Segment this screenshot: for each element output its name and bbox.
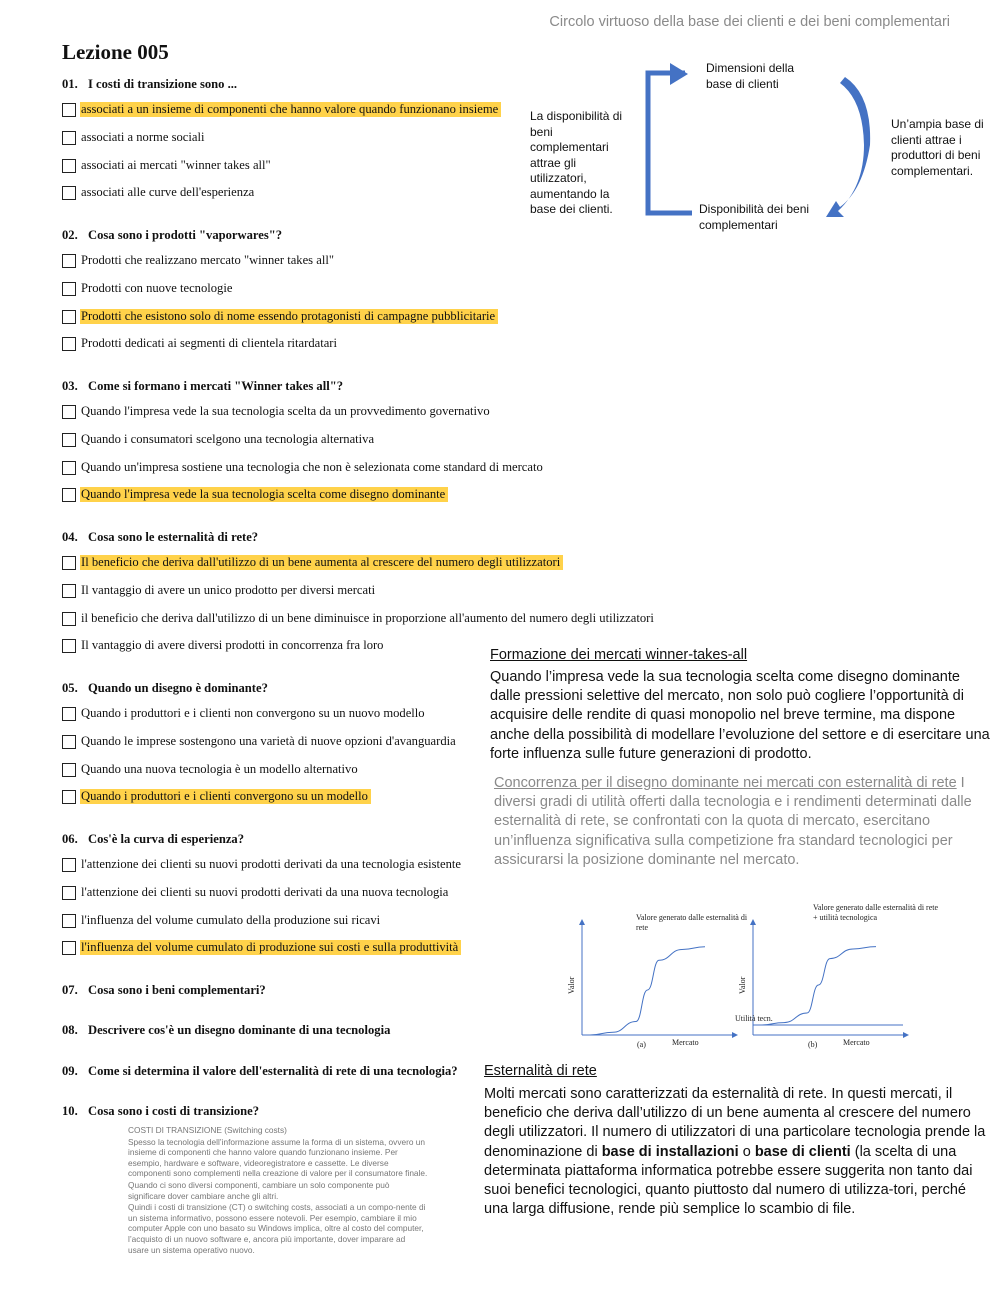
checkbox[interactable] [62,941,76,955]
section-winner-takes-all-title: Formazione dei mercati winner-takes-all [490,647,748,663]
question-text: Come si formano i mercati "Winner takes all"? [88,379,343,393]
x-axis-arrow [732,1032,738,1038]
checkbox[interactable] [62,556,76,570]
option-text: associati a un insieme di componenti che hanno valore quando funzionano insieme [80,102,501,117]
panel-label: (a) [637,1040,646,1049]
question-text: Cosa sono i costi di transizione? [88,1104,260,1118]
term-base-installazioni: base di installazioni [601,1143,739,1160]
option-text: Quando le imprese sostengono una varietà di nuove opzioni d'avanguardia [81,734,456,748]
question-4-option-3[interactable] [62,611,657,626]
checkbox[interactable] [62,282,76,296]
checkbox[interactable] [62,488,76,502]
question-1-option-1[interactable] [62,102,501,117]
option-text: Il vantaggio di avere diversi prodotti in concorrenza fra loro [81,638,384,652]
section-dominant-design-title: Concorrenza per il disegno dominante nei mercati con esternalità di rete [494,775,957,791]
checkbox[interactable] [62,461,76,475]
question-6-option-1[interactable] [62,857,464,872]
question-text: Cosa sono i beni complementari? [88,983,266,997]
option-text: Il vantaggio di avere un unico prodotto per diversi mercati [81,583,376,597]
question-text: Cosa sono i prodotti "vaporwares"? [88,228,283,242]
curve-label-line-1: Valore generato dalle esternalità di [636,913,748,922]
question-5-option-2[interactable] [62,734,459,749]
question-5-option-1[interactable] [62,706,428,721]
x-axis-arrow [903,1032,909,1038]
option-text: Prodotti che realizzano mercato "winner takes all" [81,253,334,267]
option-text: Quando una nuova tecnologia è un modello alternativo [81,762,358,776]
x-axis-label: Mercato [672,1038,699,1047]
curve-label-line-2: rete [636,923,648,932]
body-part: o [738,1143,755,1160]
question-number: 06. [62,832,78,846]
checkbox[interactable] [62,186,76,200]
y-axis-arrow [579,919,585,925]
checkbox[interactable] [62,790,76,804]
question-4-option-4[interactable] [62,638,386,653]
diagram-top-label: Dimensioni della base di clienti [706,61,795,91]
option-text: Quando l'impresa vede la sua tecnologia scelta da un provvedimento governativo [81,404,490,418]
question-6-option-2[interactable] [62,885,451,900]
checkbox[interactable] [62,310,76,324]
question-4-option-2[interactable] [62,583,378,598]
checkbox[interactable] [62,337,76,351]
section-network-externality-body [484,1085,992,1219]
curved-arrow [826,77,870,217]
question-5-title [62,681,268,696]
question-text: Come si determina il valore dell'esternalità di rete di una tecnologia? [88,1064,458,1078]
option-text: Quando i produttori e i clienti convergono su un modello [80,789,371,804]
question-1-title [62,77,237,92]
left-bracket [648,73,692,213]
series-line [590,947,705,1035]
question-number: 07. [62,983,78,997]
y-axis-label: Valor [567,976,576,994]
section-dominant-design-body: I diversi gradi di utilità offerti dalla tecnologia e i rendimenti determinati dalle esternalità di rete, se confrontati con la quota di mercato, esercitano un’influenza significativa sulla competizione fra standard tecnologici per assicurarsi la posizione dominante nel mercato. [494,775,972,868]
question-1-option-2[interactable] [62,130,207,145]
checkbox[interactable] [62,886,76,900]
question-7-title [62,983,266,998]
section-network-externality-title: Esternalità di rete [484,1063,597,1079]
option-text: Prodotti che esistono solo di nome essendo protagonisti di campagne pubblicitarie [80,309,498,324]
option-text: Quando un'impresa sostiene una tecnologia che non è selezionata come standard di mercato [81,460,543,474]
section-dominant-design-competition [494,774,990,870]
bracket-arrow-head [670,63,688,85]
question-8-title [62,1023,390,1038]
checkbox[interactable] [62,914,76,928]
question-text: Cosa sono le esternalità di rete? [88,530,259,544]
curve-label-line-2: + utilità tecnologica [813,913,878,922]
question-number: 03. [62,379,78,393]
curve-label-line-1: Valore generato dalle esternalità di rete [813,903,939,912]
switching-costs-heading: COSTI DI TRANSIZIONE (Switching costs) [128,1125,287,1135]
question-number: 05. [62,681,78,695]
question-6-title [62,832,244,847]
question-5-option-4[interactable] [62,789,371,804]
y-axis-label: Valor [738,976,747,994]
question-3-option-2[interactable] [62,432,377,447]
checkbox[interactable] [62,159,76,173]
page-title: Lezione 005 [62,40,169,64]
switching-costs-note [128,1125,428,1256]
question-9-title [62,1064,458,1079]
series-line [761,947,876,1025]
option-text: Quando i consumatori scelgono una tecnologia alternativa [81,432,375,446]
question-text: Descrivere cos'è un disegno dominante di una tecnologia [88,1023,391,1037]
checkbox[interactable] [62,131,76,145]
question-text: Cos'è la curva di esperienza? [88,832,245,846]
option-text: l'attenzione dei clienti su nuovi prodotti derivati da una nuova tecnologia [81,885,449,899]
diagram-left-label: La disponibilità di beni complementari attrae gli utilizzatori, aumentando la base dei clienti. [530,109,623,216]
body-part: (la scelta di una determinata piattaforma informatica potrebbe essere suggerita non tanto dai suoi benefici tecnologici, quanto piuttosto dal numero di utilizza-tori, perché una larga diffusione, rende più semplice lo scambio di file. [484,1143,973,1218]
question-6-option-3[interactable] [62,913,383,928]
question-3-title [62,379,343,394]
question-3-option-4[interactable] [62,487,448,502]
option-text: il beneficio che deriva dall'utilizzo di un bene diminuisce in proporzione all'aumento del numero degli utilizzatori [81,611,654,625]
checkbox[interactable] [62,584,76,598]
checkbox[interactable] [62,433,76,447]
question-6-option-4[interactable] [62,940,461,955]
question-4-option-1[interactable] [62,555,563,570]
option-text: Quando l'impresa vede la sua tecnologia scelta come disegno dominante [80,487,448,502]
question-text: I costi di transizione sono ... [88,77,238,91]
switching-costs-p2: Quando ci sono diversi componenti, cambiare un solo componente può significare dover cambiare anche gli altri. [128,1179,390,1201]
question-1-option-3[interactable] [62,158,274,173]
question-3-option-1[interactable] [62,404,493,419]
option-text: Il beneficio che deriva dall'utilizzo di un bene aumenta al crescere del numero degli utilizzatori [80,555,563,570]
section-winner-takes-all-body: Quando l’impresa vede la sua tecnologia scelta come disegno dominante dalle pressioni selettive del mercato, non solo può cogliere l’opportunità di acquisire delle rendite di quasi monopolio nel breve termine, ma dispone anche della possibilità di modellare l’evoluzione del settore e di esercitare una forte influenza sulle future generazioni di prodotto. [490,669,990,762]
option-text: associati alle curve dell'esperienza [81,185,255,199]
network-externality-charts [560,895,940,1055]
question-number: 01. [62,77,78,91]
option-text: l'attenzione dei clienti su nuovi prodotti derivati da una tecnologia esistente [81,857,461,871]
question-1-option-4[interactable] [62,185,257,200]
diagram-bottom-label: Disponibilità dei beni complementari [699,202,810,232]
checkbox[interactable] [62,735,76,749]
question-number: 04. [62,530,78,544]
question-4-title [62,530,258,545]
question-2-option-1[interactable] [62,253,337,268]
option-text: associati ai mercati "winner takes all" [81,158,271,172]
switching-costs-p3: Quindi i costi di transizione (CT) o switching costs, associati a un compo-nente di un sistema informativo, possono essere notevoli. Per esempio, cambiare il mio computer Apple con uno basato su Windows implica, oltre al costo del computer, l’acquisto di un nuovo software e, ancora più importante, dover imparare ad usare un sistema operativo nuovo. [128,1202,426,1255]
option-text: Quando i produttori e i clienti non convergono su un nuovo modello [81,706,425,720]
question-10-title [62,1104,259,1119]
question-5-option-3[interactable] [62,762,361,777]
option-text: Prodotti con nuove tecnologie [81,281,233,295]
baseline-label: Utilità tecn. [735,1014,773,1023]
question-2-title [62,228,282,243]
x-axis-label: Mercato [843,1038,870,1047]
checkbox[interactable] [62,103,76,117]
checkbox[interactable] [62,707,76,721]
checkbox[interactable] [62,858,76,872]
switching-costs-p1: Spesso la tecnologia dell’informazione assume la forma di un sistema, ovvero un insieme di componenti che hanno valore quando funzionano insieme. Per esempio, hardware e software, videoregistratore e cassette. Le diverse componenti sono complementi nella creazione di valore per il consumatore finale. [128,1136,428,1179]
y-axis-arrow [750,919,756,925]
option-text: Prodotti dedicati ai segmenti di clientela ritardatari [81,336,337,350]
question-number: 08. [62,1023,78,1037]
question-text: Quando un disegno è dominante? [88,681,268,695]
option-text: l'influenza del volume cumulato della produzione sui ricavi [81,913,381,927]
checkbox[interactable] [62,612,76,626]
body-part: Molti mercati sono caratterizzati da esternalità di rete. In questi mercati, il beneficio che deriva dall’utilizzo di un bene aumenta al crescere del numero degli utilizzatori. Il numero di utilizzatori di una particolare tecnologia prende la denominazione di [484,1086,986,1160]
checkbox[interactable] [62,405,76,419]
question-number: 10. [62,1104,78,1118]
checkbox[interactable] [62,639,76,653]
panel-label: (b) [808,1040,818,1049]
option-text: l'influenza del volume cumulato di produzione sui costi e sulla produttività [80,940,461,955]
checkbox[interactable] [62,763,76,777]
question-2-option-2[interactable] [62,281,235,296]
diagram-right-label: Un’ampia base di clienti attrae i produttori di beni complementari. [891,117,984,178]
question-number: 09. [62,1064,78,1078]
checkbox[interactable] [62,254,76,268]
question-2-option-3[interactable] [62,309,498,324]
question-3-option-3[interactable] [62,460,546,475]
option-text: associati a norme sociali [81,130,205,144]
question-2-option-4[interactable] [62,336,340,351]
question-number: 02. [62,228,78,242]
header-note: Circolo virtuoso della base dei clienti e dei beni complementari [549,14,950,30]
term-base-clienti: base di clienti [754,1143,851,1160]
